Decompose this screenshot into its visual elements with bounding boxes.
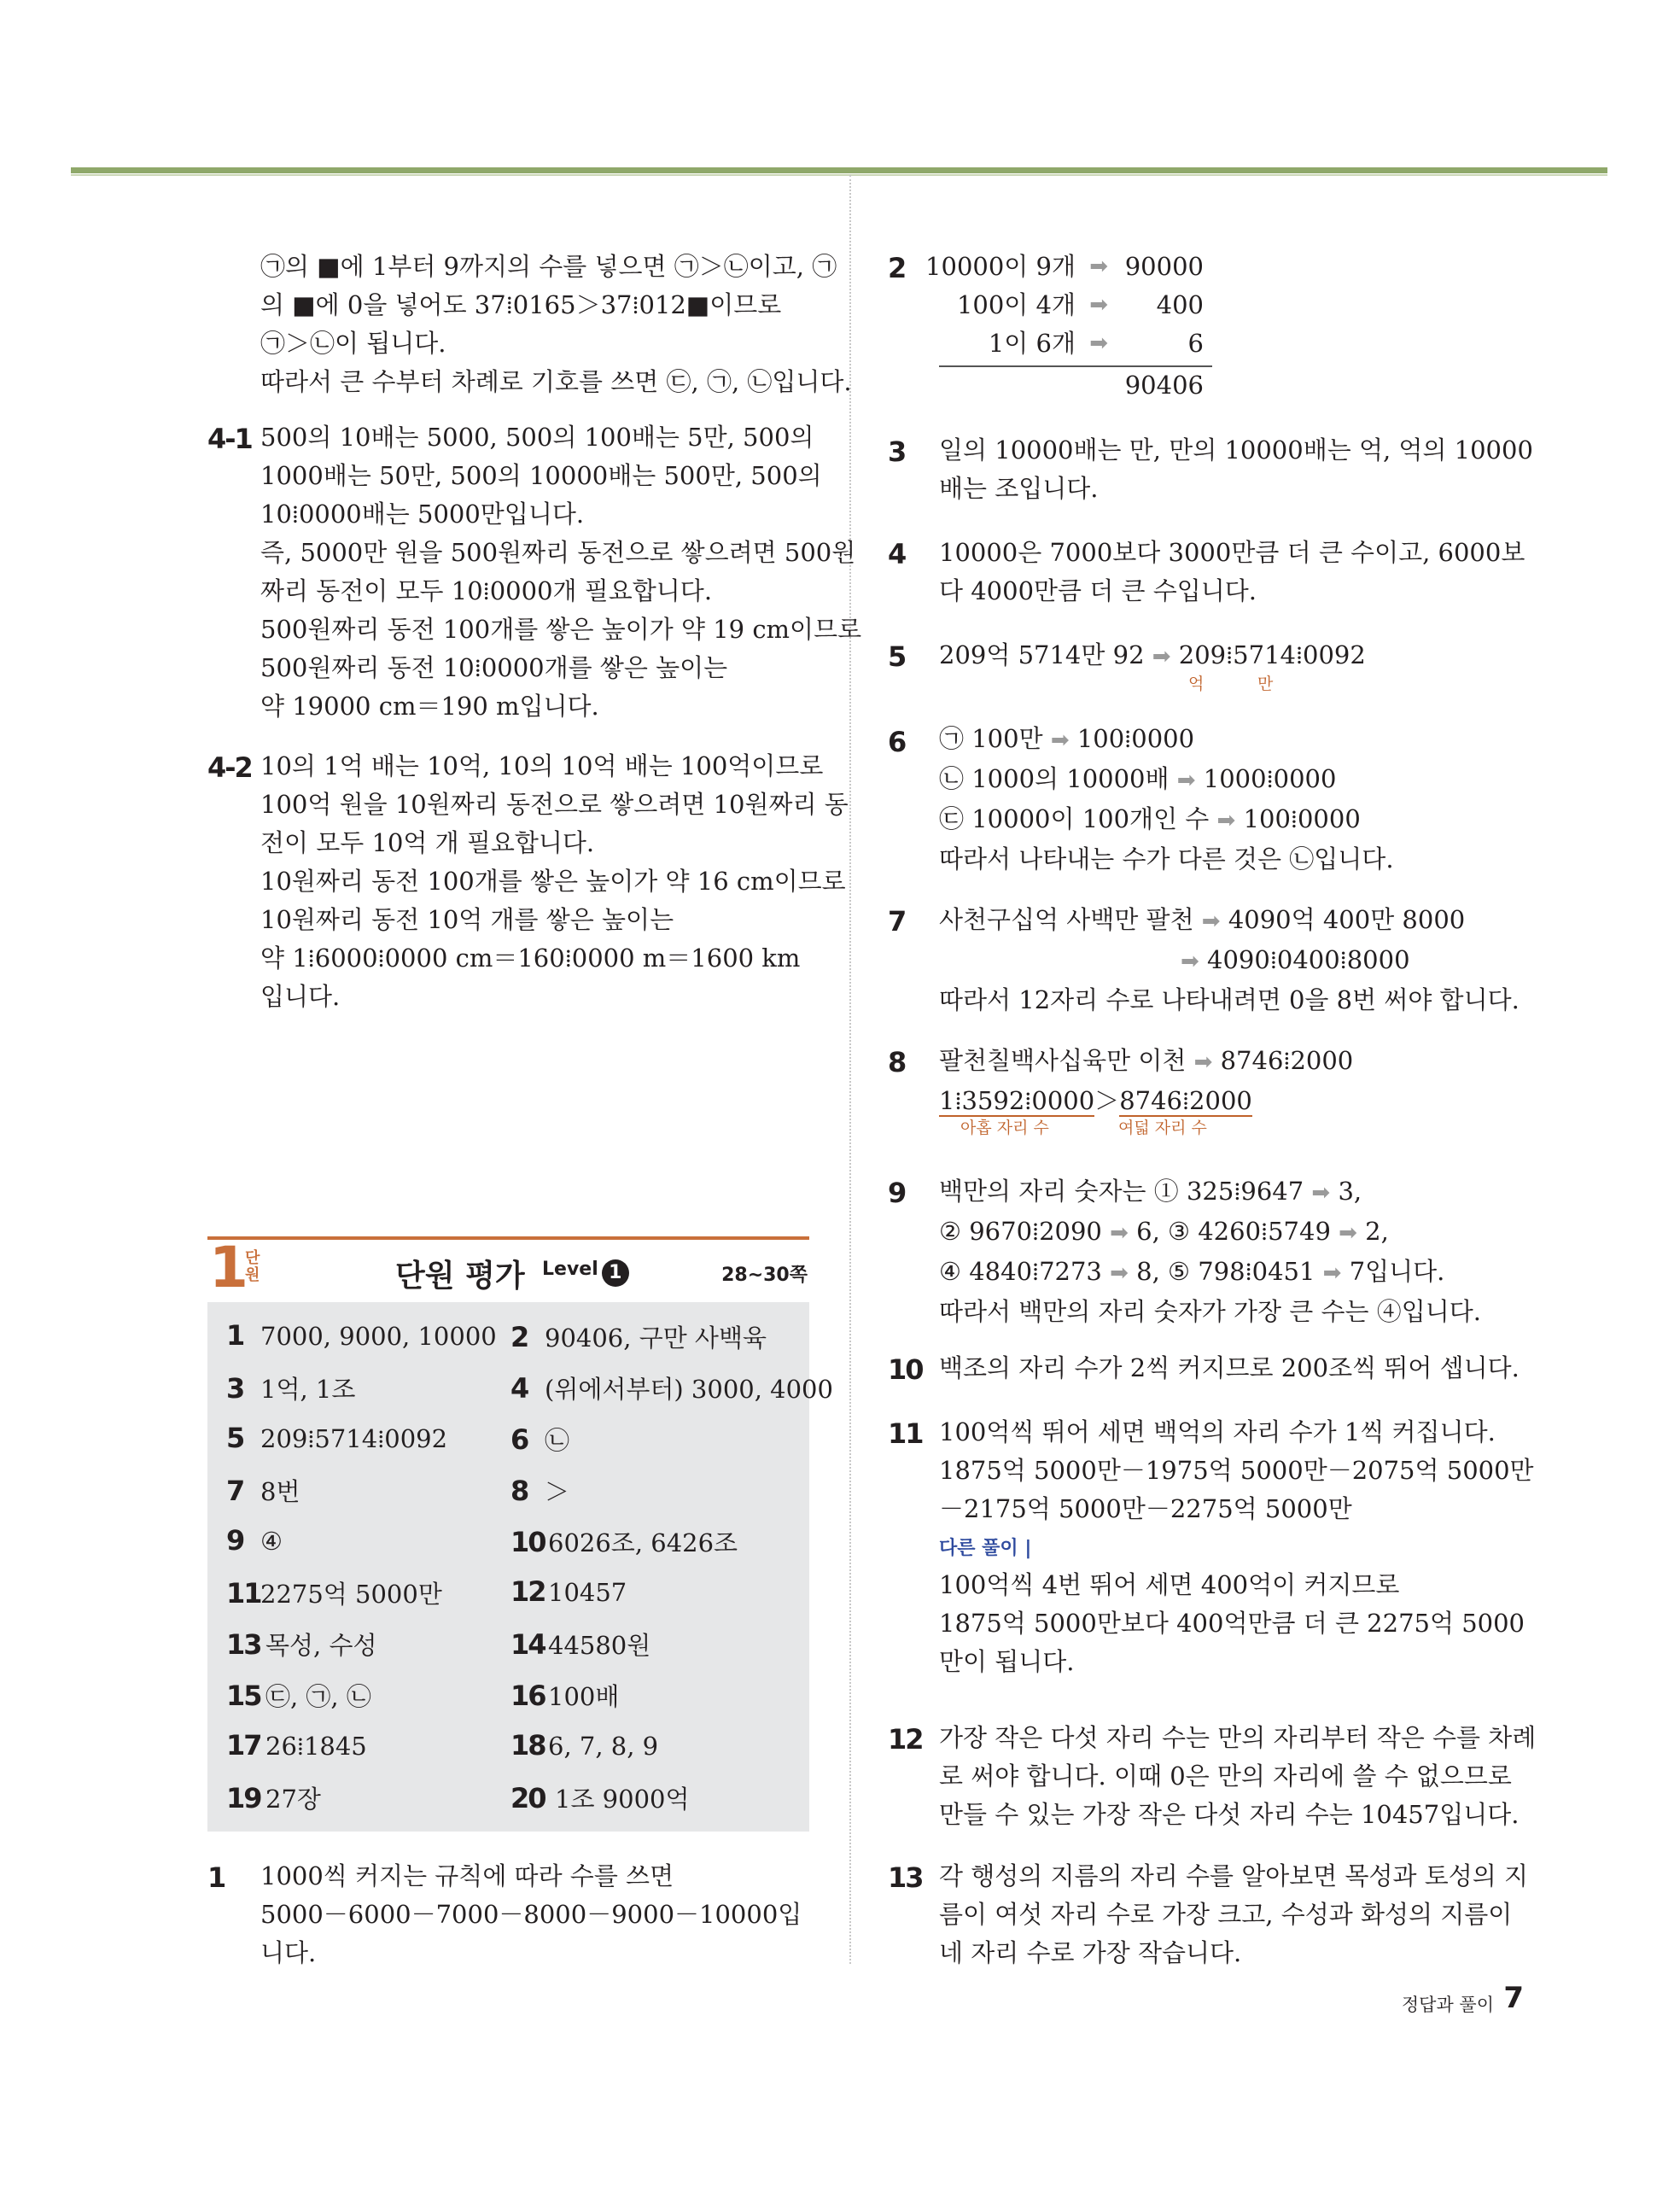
solution-12 [939, 1719, 1536, 1834]
answer-number: 16 [510, 1680, 545, 1712]
unit-label [245, 1250, 260, 1284]
s9-digit: 6, ③ 4260⁞5749 [1136, 1217, 1331, 1246]
solution-5 [939, 636, 1366, 697]
arrow-icon: ➡ [1176, 768, 1196, 793]
arrow-icon: ➡ [1339, 1220, 1357, 1246]
p41-line: 500원짜리 동전 100개를 쌓은 높이가 약 19 cm이므로 [260, 615, 862, 644]
solution-number-10: 10 [888, 1353, 923, 1386]
answer-item [510, 1729, 658, 1762]
p42-line: 전이 모두 10억 개 필요합니다. [260, 828, 595, 857]
s5-place-labels [939, 676, 1366, 697]
problem-4-1-solution [260, 418, 861, 726]
arrow-icon: ➡ [1193, 1049, 1213, 1075]
answer-item [510, 1627, 650, 1662]
problem-number-4-1: 4-1 [207, 423, 252, 455]
solution-11 [939, 1413, 1534, 1681]
s8-number: 8746⁞2000 [1220, 1046, 1354, 1075]
answer-value: 100배 [548, 1682, 620, 1711]
answer-item [226, 1678, 371, 1713]
p41-line: 500원짜리 동전 10⁞0000개를 쌓은 높이는 [260, 653, 728, 682]
arrow-icon: ➡ [1089, 292, 1108, 318]
arrow-icon: ➡ [1181, 949, 1199, 974]
answer-number: 6 [510, 1423, 528, 1456]
answer-value: ④ [260, 1527, 283, 1556]
solution-number-8: 8 [888, 1046, 906, 1078]
intro-line-1: ㉠의 ■에 1부터 9까지의 수를 넣으면 ㉠＞㉡이고, ㉠ [260, 252, 837, 281]
s9-text: 백만의 자리 숫자는 ① 325⁞9647 [939, 1177, 1304, 1206]
s7-step2: 4090⁞0400⁞8000 [1207, 945, 1410, 974]
p42-line: 10원짜리 동전 100개를 쌓은 높이가 약 16 cm이므로 [260, 867, 846, 896]
s2-row-left: 100이 4개 [956, 290, 1076, 319]
answer-value: 7000, 9000, 10000 [260, 1322, 497, 1351]
label-man: 만 [1257, 675, 1274, 693]
unit-number: 1 [209, 1235, 248, 1300]
footer-label: 정답과 풀이 [1401, 1995, 1494, 2015]
arrow-icon: ➡ [1152, 644, 1171, 669]
s7-line-1 [939, 901, 1520, 941]
answer-number: 14 [510, 1628, 545, 1661]
answer-value: 목성, 수성 [265, 1631, 377, 1660]
s6-row-left: ㉡ 1000의 10000배 [939, 764, 1170, 793]
s13-line: 각 행성의 지름의 자리 수를 알아보면 목성과 토성의 지 [939, 1861, 1529, 1890]
s9-digit: 7입니다. [1349, 1257, 1445, 1286]
intro-line-2: 의 ■에 0을 넣어도 37⁞0165＞37⁞012■이므로 [260, 290, 782, 319]
answer-item [226, 1524, 283, 1557]
s7-conclusion: 따라서 12자리 수로 나타내려면 0을 8번 써야 합니다. [939, 985, 1520, 1014]
s11-alt-line: 만이 됩니다. [939, 1647, 1075, 1676]
s5-line [939, 636, 1366, 676]
s6-row [939, 760, 1394, 800]
solution-8 [939, 1042, 1353, 1142]
solution-number-13: 13 [888, 1861, 923, 1894]
p42-line: 10원짜리 동전 10억 개를 쌓은 높이는 [260, 905, 674, 934]
solution-3 [939, 431, 1533, 508]
answer-number: 9 [226, 1524, 244, 1557]
s8-compare-left: 1⁞3592⁞0000 [939, 1086, 1095, 1115]
s8-digit-labels [939, 1120, 1353, 1142]
s6-row-right: 100⁞0000 [1076, 724, 1195, 753]
header-rule [71, 167, 1607, 173]
s2-total: 90406 [1124, 371, 1204, 400]
answer-value: 1조 9000억 [555, 1785, 690, 1814]
s11-alt-line: 100억씩 4번 뛰어 세면 400억이 커지므로 [939, 1570, 1400, 1599]
intro-line-4: 따라서 큰 수부터 차례로 기호를 쓰면 ㉢, ㉠, ㉡입니다. [260, 367, 852, 396]
solution-number-12: 12 [888, 1723, 923, 1756]
s1-line: 5000－6000－7000－8000－9000－10000입 [260, 1900, 802, 1929]
answer-number: 12 [510, 1575, 545, 1608]
s11-alt-line: 1875억 5000만보다 400억만큼 더 큰 2275억 5000 [939, 1609, 1525, 1638]
solution-9 [939, 1172, 1481, 1331]
answer-item [226, 1780, 321, 1815]
s10-line: 백조의 자리 수가 2씩 커지므로 200조씩 뛰어 셉니다. [939, 1353, 1520, 1382]
level-label: Level [542, 1259, 598, 1280]
s12-line: 가장 작은 다섯 자리 수는 만의 자리부터 작은 수를 차례 [939, 1723, 1537, 1752]
s9-conclusion: 따라서 백만의 자리 숫자가 가장 큰 수는 ④입니다. [939, 1297, 1482, 1326]
s8-words: 팔천칠백사십육만 이천 [939, 1046, 1187, 1075]
solution-13 [939, 1857, 1528, 1972]
answer-item [510, 1780, 690, 1815]
s9-line [939, 1172, 1481, 1212]
answer-number: 13 [226, 1628, 261, 1661]
solution-4 [939, 534, 1525, 611]
answer-number: 20 [510, 1782, 545, 1814]
answer-item [226, 1575, 442, 1610]
s8-compare-op: ＞ [1094, 1086, 1120, 1115]
answer-number: 3 [226, 1372, 244, 1405]
answer-item [226, 1319, 497, 1352]
label-eight-digits: 여덟 자리 수 [1118, 1119, 1207, 1137]
s5-right: 209⁞5714⁞0092 [1178, 640, 1366, 669]
s2-row-right: 90000 [1124, 252, 1204, 281]
s9-line [939, 1253, 1481, 1293]
intro-explanation [260, 248, 852, 401]
unit-evaluation-rule [207, 1236, 809, 1240]
problem-4-2-solution [260, 747, 849, 1016]
arrow-icon: ➡ [1216, 808, 1236, 833]
s6-conclusion: 따라서 나타내는 수가 다른 것은 ㉡입니다. [939, 844, 1394, 873]
p41-line: 10⁞0000배는 5000만입니다. [260, 500, 585, 529]
answer-value: (위에서부터) 3000, 4000 [545, 1375, 833, 1404]
s2-row [925, 248, 1212, 286]
answer-value: 6026조, 6426조 [548, 1528, 738, 1557]
s6-row-left: ㉢ 10000이 100개인 수 [939, 804, 1210, 833]
answer-value: 6, 7, 8, 9 [548, 1732, 659, 1761]
s6-row-left: ㉠ 100만 [939, 724, 1043, 753]
s12-line: 만들 수 있는 가장 작은 다섯 자리 수는 10457입니다. [939, 1800, 1520, 1829]
s2-row [939, 324, 1212, 363]
s3-line: 배는 조입니다. [939, 474, 1099, 503]
s7-line-2 [939, 941, 1520, 981]
s4-line: 다 4000만큼 더 큰 수입니다. [939, 576, 1257, 605]
answer-value: ㉢, ㉠, ㉡ [265, 1682, 371, 1711]
answer-item [510, 1575, 627, 1608]
answer-number: 8 [510, 1475, 528, 1507]
answer-value: 27장 [265, 1785, 321, 1814]
answer-item [510, 1422, 569, 1457]
arrow-icon: ➡ [1050, 727, 1070, 753]
s7-words: 사천구십억 사백만 팔천 [939, 905, 1194, 934]
answer-item [226, 1370, 355, 1405]
answer-item [510, 1678, 619, 1713]
arrow-icon: ➡ [1089, 330, 1108, 356]
page-number: 7 [1503, 1981, 1524, 2015]
p41-line: 1000배는 50만, 500의 10000배는 500만, 500의 [260, 461, 822, 490]
answer-key-box [207, 1302, 833, 1832]
solution-number-7: 7 [888, 905, 906, 938]
s1-line: 니다. [260, 1938, 317, 1967]
s9-digit: 3, [1338, 1177, 1362, 1206]
s3-line: 일의 10000배는 만, 만의 10000배는 억, 억의 10000 [939, 435, 1533, 464]
p42-line: 100억 원을 10원짜리 동전으로 쌓으려면 10원짜리 동 [260, 790, 849, 819]
answer-number: 4 [510, 1372, 528, 1405]
answer-value: 10457 [548, 1578, 627, 1607]
solution-6 [939, 720, 1394, 879]
solution-number-11: 11 [888, 1417, 923, 1450]
alternate-solution-title: 다른 풀이 | [939, 1538, 1032, 1559]
answer-number: 11 [226, 1577, 261, 1610]
answer-number: 17 [226, 1729, 261, 1762]
answer-number: 19 [226, 1782, 261, 1814]
p41-line: 즉, 5000만 원을 500원짜리 동전으로 쌓으려면 500원 [260, 538, 856, 567]
arrow-icon: ➡ [1110, 1260, 1129, 1286]
intro-line-3: ㉠＞㉡이 됩니다. [260, 329, 446, 358]
level-badge [542, 1259, 629, 1287]
answer-number: 18 [510, 1729, 545, 1762]
header-rule-shadow [71, 174, 1607, 176]
solution-1 [260, 1857, 802, 1972]
s2-row [939, 286, 1212, 324]
s1-line: 1000씩 커지는 규칙에 따라 수를 쓰면 [260, 1861, 674, 1890]
s8-line-1 [939, 1042, 1353, 1082]
answer-item [510, 1473, 569, 1508]
s11-line: 100억씩 뛰어 세면 백억의 자리 수가 1씩 커집니다. [939, 1417, 1496, 1446]
s4-line: 10000은 7000보다 3000만큼 더 큰 수이고, 6000보 [939, 538, 1525, 567]
arrow-icon: ➡ [1201, 909, 1221, 934]
answer-number: 2 [510, 1321, 528, 1353]
s13-line: 름이 여섯 자리 수로 가장 크고, 수성과 화성의 지름이 [939, 1900, 1513, 1929]
p41-line: 짜리 동전이 모두 10⁞0000개 필요합니다. [260, 576, 713, 605]
level-number-icon: 1 [602, 1259, 629, 1287]
answer-item [226, 1729, 367, 1762]
s2-row-left: 10000이 9개 [925, 252, 1076, 281]
s9-text: ④ 4840⁞7273 [939, 1257, 1102, 1286]
answer-number: 15 [226, 1680, 261, 1712]
s7-step1: 4090억 400만 8000 [1228, 905, 1466, 934]
s6-row-right: 1000⁞0000 [1203, 764, 1337, 793]
s11-line: 1875억 5000만－1975억 5000만－2075억 5000만 [939, 1456, 1534, 1485]
s6-row [939, 720, 1394, 760]
answer-item [226, 1422, 447, 1454]
answer-item [510, 1524, 738, 1559]
solution-10 [939, 1349, 1520, 1388]
arrow-icon: ➡ [1322, 1260, 1342, 1286]
answer-value: 8번 [260, 1477, 300, 1506]
s9-digit: 2, [1365, 1217, 1389, 1246]
answer-value: 209⁞5714⁞0092 [260, 1424, 448, 1453]
arrow-icon: ➡ [1089, 254, 1108, 279]
arrow-icon: ➡ [1311, 1180, 1331, 1206]
unit-label-char-2: 원 [245, 1266, 260, 1284]
solution-number-4: 4 [888, 538, 906, 570]
answer-value: ＞ [545, 1477, 570, 1506]
answer-number: 5 [226, 1422, 244, 1454]
solution-7 [939, 901, 1520, 1020]
unit-evaluation-title: 단원 평가 [395, 1259, 525, 1294]
s12-line: 로 써야 합니다. 이때 0은 만의 자리에 쓸 수 없으므로 [939, 1762, 1512, 1791]
label-eok: 억 [1188, 675, 1205, 693]
answer-item [226, 1627, 377, 1662]
s2-total-row [939, 366, 1212, 405]
p41-line: 약 19000 cm＝190 m입니다. [260, 692, 599, 721]
s2-row-left: 1이 6개 [988, 329, 1076, 358]
solution-number-2: 2 [888, 252, 906, 284]
s5-left: 209억 5714만 92 [939, 640, 1145, 669]
answer-number: 7 [226, 1475, 244, 1507]
s6-row-right: 100⁞0000 [1243, 804, 1361, 833]
page-range: 28~30쪽 [721, 1265, 808, 1286]
answer-value: ㉡ [545, 1426, 570, 1455]
solution-number-1: 1 [207, 1861, 225, 1894]
answer-value: 26⁞1845 [265, 1732, 367, 1761]
answer-value: 2275억 5000만 [260, 1580, 442, 1609]
s2-row-right: 6 [1187, 329, 1204, 358]
p42-line: 입니다. [260, 982, 341, 1011]
label-nine-digits: 아홉 자리 수 [960, 1119, 1049, 1137]
answer-number: 1 [226, 1319, 244, 1352]
s9-digit: 8, ⑤ 798⁞0451 [1136, 1257, 1315, 1286]
solution-number-9: 9 [888, 1177, 906, 1209]
s8-compare-right: 8746⁞2000 [1119, 1086, 1252, 1115]
p42-line: 10의 1억 배는 10억, 10의 10억 배는 100억이므로 [260, 751, 824, 780]
s6-row [939, 800, 1394, 840]
solution-number-6: 6 [888, 726, 906, 758]
answer-item [226, 1473, 300, 1508]
s11-line: －2175억 5000만－2275억 5000만 [939, 1494, 1352, 1523]
p42-line: 약 1⁞6000⁞0000 cm＝160⁞0000 m＝1600 km [260, 944, 801, 973]
solution-number-5: 5 [888, 640, 906, 673]
answer-value: 44580원 [548, 1631, 651, 1660]
s13-line: 네 자리 수로 가장 작습니다. [939, 1938, 1242, 1967]
solution-number-3: 3 [888, 435, 906, 468]
solution-2-table [925, 248, 1212, 405]
answer-item [510, 1319, 767, 1354]
s2-row-right: 400 [1156, 290, 1204, 319]
arrow-icon: ➡ [1110, 1220, 1129, 1246]
answer-value: 90406, 구만 사백육 [545, 1323, 767, 1353]
unit-evaluation-header [207, 1236, 809, 1302]
answer-item [510, 1370, 833, 1405]
s9-text: ② 9670⁞2090 [939, 1217, 1102, 1246]
unit-label-char-1: 단 [245, 1249, 260, 1267]
p41-line: 500의 10배는 5000, 500의 100배는 5만, 500의 [260, 423, 814, 452]
answer-value: 1억, 1조 [260, 1375, 356, 1404]
problem-number-4-2: 4-2 [207, 751, 252, 784]
answer-number: 10 [510, 1526, 545, 1558]
s9-line [939, 1212, 1481, 1253]
